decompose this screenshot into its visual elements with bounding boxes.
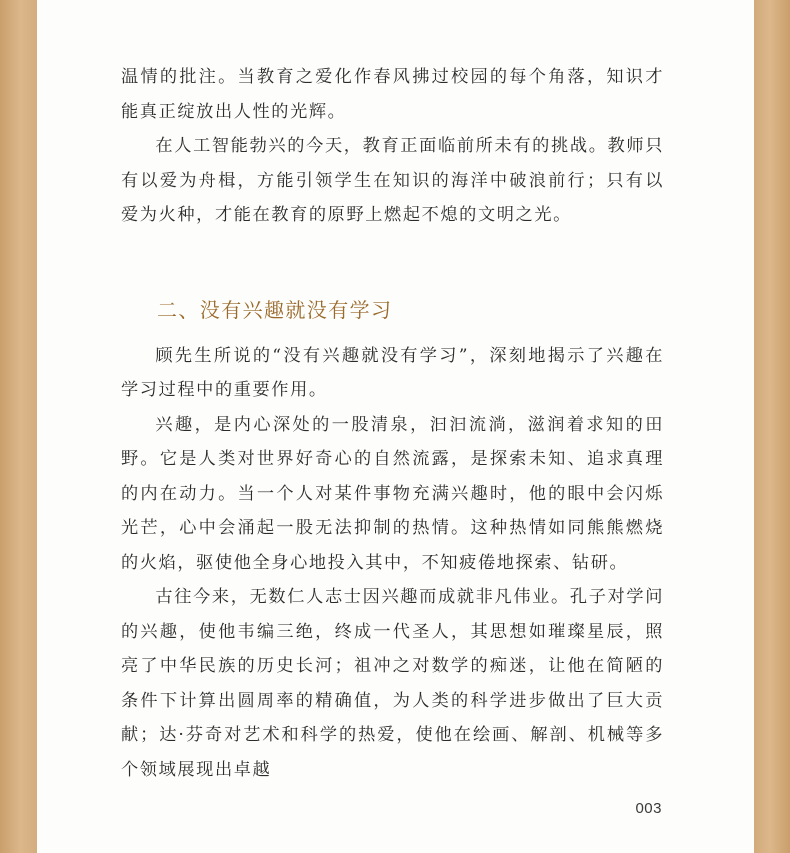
paragraph-interest-definition: 兴趣，是内心深处的一股清泉，汩汩流淌，滋润着求知的田野。它是人类对世界好奇心的自然流露，是探索未知、追求真理的内在动力。当一个人对某件事物充满兴趣时，他的眼中会闪烁光芒，心中会涌起一股无法抑制的热情。这种热情如同熊熊燃烧的火焰，驱使他全身心地投入其中，不知疲倦地探索、钻研。: [121, 414, 664, 573]
paragraph-historical-examples: 古往今来，无数仁人志士因兴趣而成就非凡伟业。孔子对学问的兴趣，使他韦编三绝，终成一代圣人，其思想如璀璨星辰，照亮了中华民族的历史长河；祖冲之对数学的痴迷，让他在简陋的条件下计算出圆周率的精确值，为人类的科学进步做出了巨大贡献；达·芬奇对艺术和科学的热爱，使他在绘画、解剖、机械等多个领域展现出卓越: [121, 587, 664, 780]
left-wood-border: [0, 0, 37, 853]
right-wood-border: [754, 0, 790, 853]
paragraph-continued: 温情的批注。当教育之爱化作春风拂过校园的每个角落，知识才能真正绽放出人性的光辉。: [121, 67, 664, 122]
page-content: [121, 60, 664, 787]
paragraph-ai-education: 在人工智能勃兴的今天，教育正面临前所未有的挑战。教师只有以爱为舟楫，方能引领学生在知识的海洋中破浪前行；只有以爱为火种，才能在教育的原野上燃起不熄的文明之光。: [121, 136, 664, 225]
section-heading: 二、没有兴趣就没有学习: [157, 297, 393, 322]
paragraph-gu-quote: 顾先生所说的“没有兴趣就没有学习”，深刻地揭示了兴趣在学习过程中的重要作用。: [121, 345, 664, 400]
book-page: [37, 0, 754, 853]
page-number: 003: [635, 800, 662, 817]
